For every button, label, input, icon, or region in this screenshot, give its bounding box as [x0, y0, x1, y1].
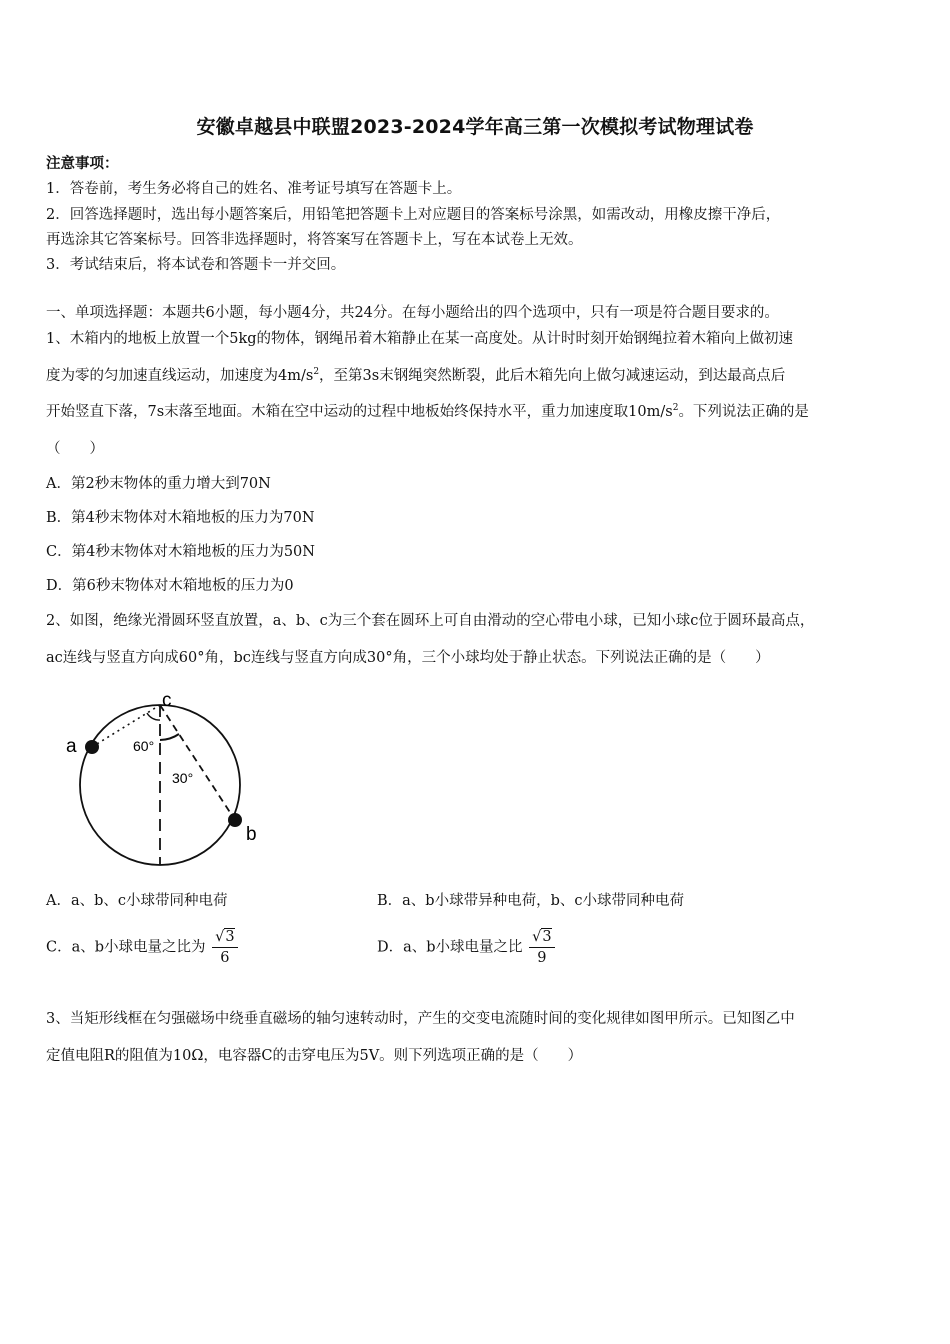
angle-arc-60 [147, 713, 160, 720]
label-b: b [246, 824, 257, 845]
sqrt-symbol: √ [532, 929, 542, 945]
label-c: c [162, 690, 172, 711]
q2-line: 2、如图，绝缘光滑圆环竖直放置，a、b、c为三个套在圆环上可自由滑动的空心带电小球，已知小球c位于圆环最高点， [46, 613, 815, 629]
sqrt-radicand: 3 [542, 929, 552, 945]
sqrt [532, 927, 551, 947]
q1-option-d: D．第6秒末物体对木箱地板的压力为0 [46, 578, 294, 594]
fraction-numerator [212, 927, 237, 948]
q1-option-b: B．第4秒末物体对木箱地板的压力为70N [46, 510, 315, 526]
sqrt-symbol: √ [215, 929, 225, 945]
q1-line: 1、木箱内的地板上放置一个5kg的物体，钢绳吊着木箱静止在某一高度处。从计时时刻开始钢绳拉着木箱向上做初速 [46, 331, 794, 347]
q1-text: 开始竖直下落，7s末落至地面。木箱在空中运动的过程中地板始终保持水平，重力加速度取10m/s [46, 404, 673, 420]
angle-arc-30 [160, 734, 179, 740]
fraction [212, 927, 237, 968]
q1-superscript: 2 [672, 403, 679, 414]
q1-answer-paren: （ ） [46, 441, 104, 457]
q2-option-c-text: C．a、b小球电量之比为 [46, 939, 206, 956]
fraction-denominator: 9 [537, 950, 547, 966]
q2-option-d [377, 927, 555, 968]
q1-text: 。下列说法正确的是 [678, 404, 809, 420]
q2-line: ac连线与竖直方向成60°角，bc连线与竖直方向成30°角，三个小球均处于静止状态。下列说法正确的是（ ） [46, 650, 770, 666]
ball-a [85, 740, 99, 754]
fraction-numerator [529, 927, 554, 948]
notice-item: 3．考试结束后，将本试卷和答题卡一并交回。 [46, 257, 346, 273]
q1-text: 度为零的匀加速直线运动，加速度为4m/s [46, 368, 314, 384]
fraction [529, 927, 554, 968]
angle-label-30: 30° [172, 770, 194, 786]
q1-line [46, 400, 809, 421]
notice-item: 再选涂其它答案标号。回答非选择题时，将答案写在答题卡上，写在本试卷上无效。 [46, 232, 583, 248]
q3-line: 3、当矩形线框在匀强磁场中绕垂直磁场的轴匀速转动时，产生的交变电流随时间的变化规律如图甲所示。已知图乙中 [46, 1011, 795, 1027]
label-a: a [66, 736, 77, 757]
page-title: 安徽卓越县中联盟2023-2024学年高三第一次模拟考试物理试卷 [196, 116, 754, 138]
q1-option-a: A．第2秒末物体的重力增大到70N [46, 476, 271, 492]
sqrt-radicand: 3 [225, 929, 235, 945]
q1-text: ，至第3s末钢绳突然断裂，此后木箱先向上做匀减速运动，到达最高点后 [319, 368, 786, 384]
fraction-denominator: 6 [220, 950, 230, 966]
q2-option-a: A．a、b、c小球带同种电荷 [46, 893, 228, 909]
q1-line [46, 364, 785, 385]
ball-b [228, 813, 242, 827]
section-heading: 一、单项选择题：本题共6小题，每小题4分，共24分。在每小题给出的四个选项中，只有一项是符合题目要求的。 [46, 305, 779, 321]
q1-option-c: C．第4秒末物体对木箱地板的压力为50N [46, 544, 315, 560]
notice-heading: 注意事项： [46, 155, 119, 172]
q2-option-c [46, 927, 238, 968]
q1-superscript: 2 [313, 367, 320, 378]
angle-label-60: 60° [133, 738, 155, 754]
q2-option-b: B．a、b小球带异种电荷，b、c小球带同种电荷 [377, 893, 684, 909]
q3-line: 定值电阻R的阻值为10Ω，电容器C的击穿电压为5V。则下列选项正确的是（ ） [46, 1048, 583, 1064]
q2-circle-diagram [60, 690, 280, 875]
notice-item: 2．回答选择题时，选出每小题答案后，用铅笔把答题卡上对应题目的答案标号涂黑，如需改动，用橡皮擦干净后， [46, 207, 781, 223]
sqrt [215, 927, 234, 947]
notice-item: 1．答卷前，考生务必将自己的姓名、准考证号填写在答题卡上。 [46, 181, 462, 197]
bc-dashed-line [160, 705, 235, 820]
q2-option-d-text: D．a、b小球电量之比 [377, 939, 523, 956]
